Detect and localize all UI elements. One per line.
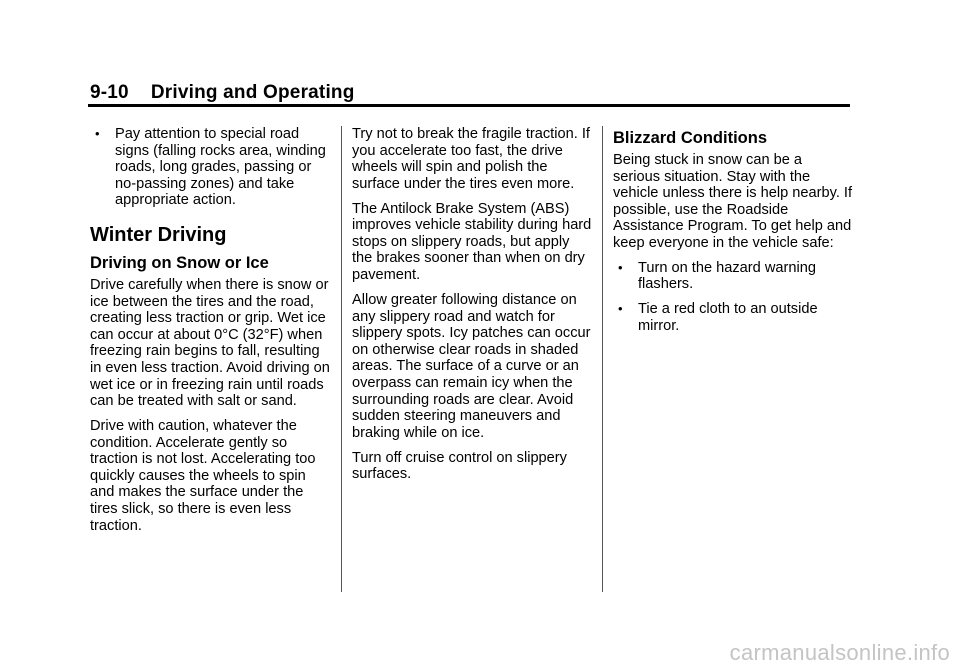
paragraph: Being stuck in snow can be a serious situation. Stay with the vehicle unless there is help nearby. If possible, use the Roadside Assistance Program. To get help and keep everyone in the vehicle safe: bbox=[613, 152, 853, 251]
chapter-title: Driving and Operating bbox=[150, 82, 355, 103]
column-3 bbox=[613, 126, 853, 343]
column-divider-2 bbox=[602, 126, 603, 592]
column-1 bbox=[90, 126, 330, 542]
bullet-item bbox=[90, 126, 330, 209]
column-divider-1 bbox=[341, 126, 342, 592]
bullet-text: Turn on the hazard warning flashers. bbox=[638, 259, 816, 293]
section-title: Winter Driving bbox=[90, 223, 227, 246]
page-header bbox=[90, 82, 355, 104]
bullet-text: Tie a red cloth to an outside mirror. bbox=[638, 301, 818, 334]
column-2 bbox=[352, 126, 592, 491]
bullet-item bbox=[613, 301, 853, 334]
paragraph: Drive carefully when there is snow or ice between the tires and the road, creating less traction or grip. Wet ice can occur at about 0°C (32°F) when freezing rain begins to fall, resulting in even less traction. Avoid driving on wet ice or in freezing rain until roads can be treated with salt or sand. bbox=[90, 276, 330, 410]
bullet-icon: • bbox=[618, 301, 623, 317]
bullet-icon: • bbox=[95, 126, 100, 141]
paragraph: Turn off cruise control on slippery surfaces. bbox=[352, 449, 567, 483]
paragraph: Allow greater following distance on any slippery road and watch for slippery spots. Icy patches can occur on otherwise clear roads in shaded areas. The surface of a curve or an overpass can remain icy when the surrounding roads are clear. Avoid sudden steering maneuvers and braking while on ice. bbox=[352, 291, 591, 441]
page-number: 9-10 bbox=[90, 82, 129, 103]
watermark: carmanualsonline.info bbox=[729, 640, 950, 665]
bullet-icon: • bbox=[618, 259, 623, 275]
header-rule bbox=[88, 104, 850, 107]
subsection-title: Driving on Snow or Ice bbox=[90, 253, 269, 272]
paragraph: Try not to break the fragile traction. If you accelerate too fast, the drive wheels will spin and polish the surface under the tires even more. bbox=[352, 126, 590, 192]
bullet-item bbox=[613, 260, 853, 293]
bullet-text: Pay attention to special road signs (falling rocks area, winding roads, long grades, passing or no-passing zones) and take appropriate action. bbox=[115, 126, 326, 209]
subsection-title: Blizzard Conditions bbox=[613, 129, 767, 147]
paragraph: Drive with caution, whatever the condition. Accelerate gently so traction is not lost. Accelerating too quickly causes the wheels to spin and makes the surface under the tires slick, so there is even less traction. bbox=[90, 418, 316, 534]
paragraph: The Antilock Brake System (ABS) improves vehicle stability during hard stops on slippery roads, but apply the brakes sooner than when on dry pavement. bbox=[352, 200, 592, 284]
